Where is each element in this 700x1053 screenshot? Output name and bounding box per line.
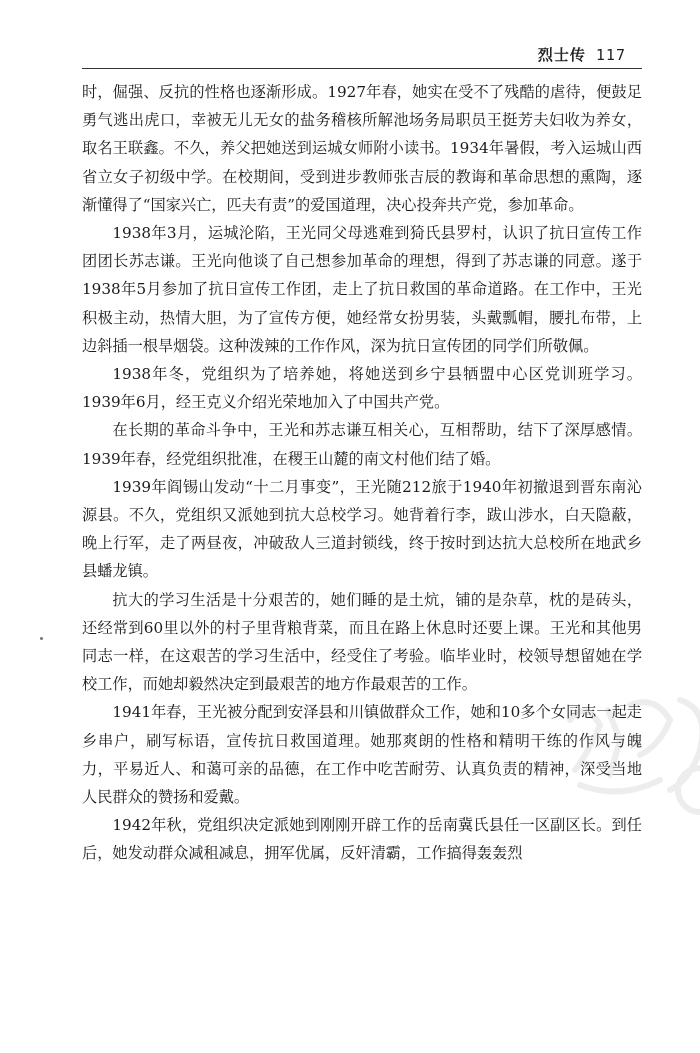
paragraph-2: 1938年3月，运城沦陷，王光同父母逃难到猗氏县罗村，认识了抗日宣传工作团团长苏志谦。王光向他谈了自己想参加革命的理想，得到了苏志谦的同意。遂于1938年5月参加了抗日宣传工作团，走上了抗日救国的革命道路。在工作中，王光积极主动，热情大胆，为了宣传方便，她经常女扮男装，头戴瓢帽，腰扎布带，上边斜插一根旱烟袋。这种泼辣的工作作风，深为抗日宣传团的同学们所敬佩。 bbox=[82, 224, 642, 355]
paragraph-3: 1938年冬，党组织为了培养她，将她送到乡宁县牺盟中心区党训班学习。1939年6月，经王克义介绍光荣地加入了中国共产党。 bbox=[82, 365, 642, 412]
paragraph-7: 1941年春，王光被分配到安泽县和川镇做群众工作，她和10多个女同志一起走乡串户，刷写标语，宣传抗日救国道理。她那爽朗的性格和精明干练的作风与魄力，平易近人、和蔼可亲的品德，在工作中吃苦耐劳、认真负责的精神，深受当地人民群众的赞扬和爱戴。 bbox=[82, 703, 642, 807]
running-header bbox=[538, 44, 626, 65]
header-rule bbox=[82, 68, 642, 69]
page-number: 117 bbox=[595, 46, 626, 64]
paragraph-4: 在长期的革命斗争中，王光和苏志谦互相关心，互相帮助，结下了深厚感情。1939年春，经党组织批准，在稷王山麓的南文村他们结了婚。 bbox=[82, 421, 642, 468]
header-title: 烈士传 bbox=[537, 46, 586, 64]
margin-mark bbox=[40, 637, 43, 640]
body-text bbox=[82, 78, 642, 868]
paragraph-1: 时，倔强、反抗的性格也逐渐形成。1927年春，她实在受不了残酷的虐待，便鼓足勇气逃出虎口，幸被无儿无女的盐务稽核所解池场务局职员王挺芳夫妇收为养女，取名王联鑫。不久，养父把她送到运城女师附小读书。1934年暑假，考入运城山西省立女子初级中学。在校期间，受到进步教师张吉辰的教诲和革命思想的熏陶，逐渐懂得了“国家兴亡，匹夫有责”的爱国道理，决心投奔共产党，参加革命。 bbox=[82, 83, 642, 214]
paragraph-8: 1942年秋，党组织决定派她到刚刚开辟工作的岳南冀氏县任一区副区长。到任后，她发动群众减租减息，拥军优属，反奸清霸，工作搞得轰轰烈 bbox=[82, 816, 642, 863]
paragraph-5: 1939年阎锡山发动“十二月事变”，王光随212旅于1940年初撤退到晋东南沁源县。不久，党组织又派她到抗大总校学习。她背着行李，跋山涉水，白天隐蔽，晚上行军，走了两昼夜，冲破敌人三道封锁线，终于按时到达抗大总校所在地武乡县蟠龙镇。 bbox=[82, 477, 642, 581]
paragraph-6: 抗大的学习生活是十分艰苦的，她们睡的是土炕，铺的是杂草，枕的是砖头，还经常到60里以外的村子里背粮背菜，而且在路上休息时还要上课。王光和其他男同志一样，在这艰苦的学习生活中，经受住了考验。临毕业时，校领导想留她在学校工作，而她却毅然决定到最艰苦的地方作最艰苦的工作。 bbox=[82, 590, 642, 694]
